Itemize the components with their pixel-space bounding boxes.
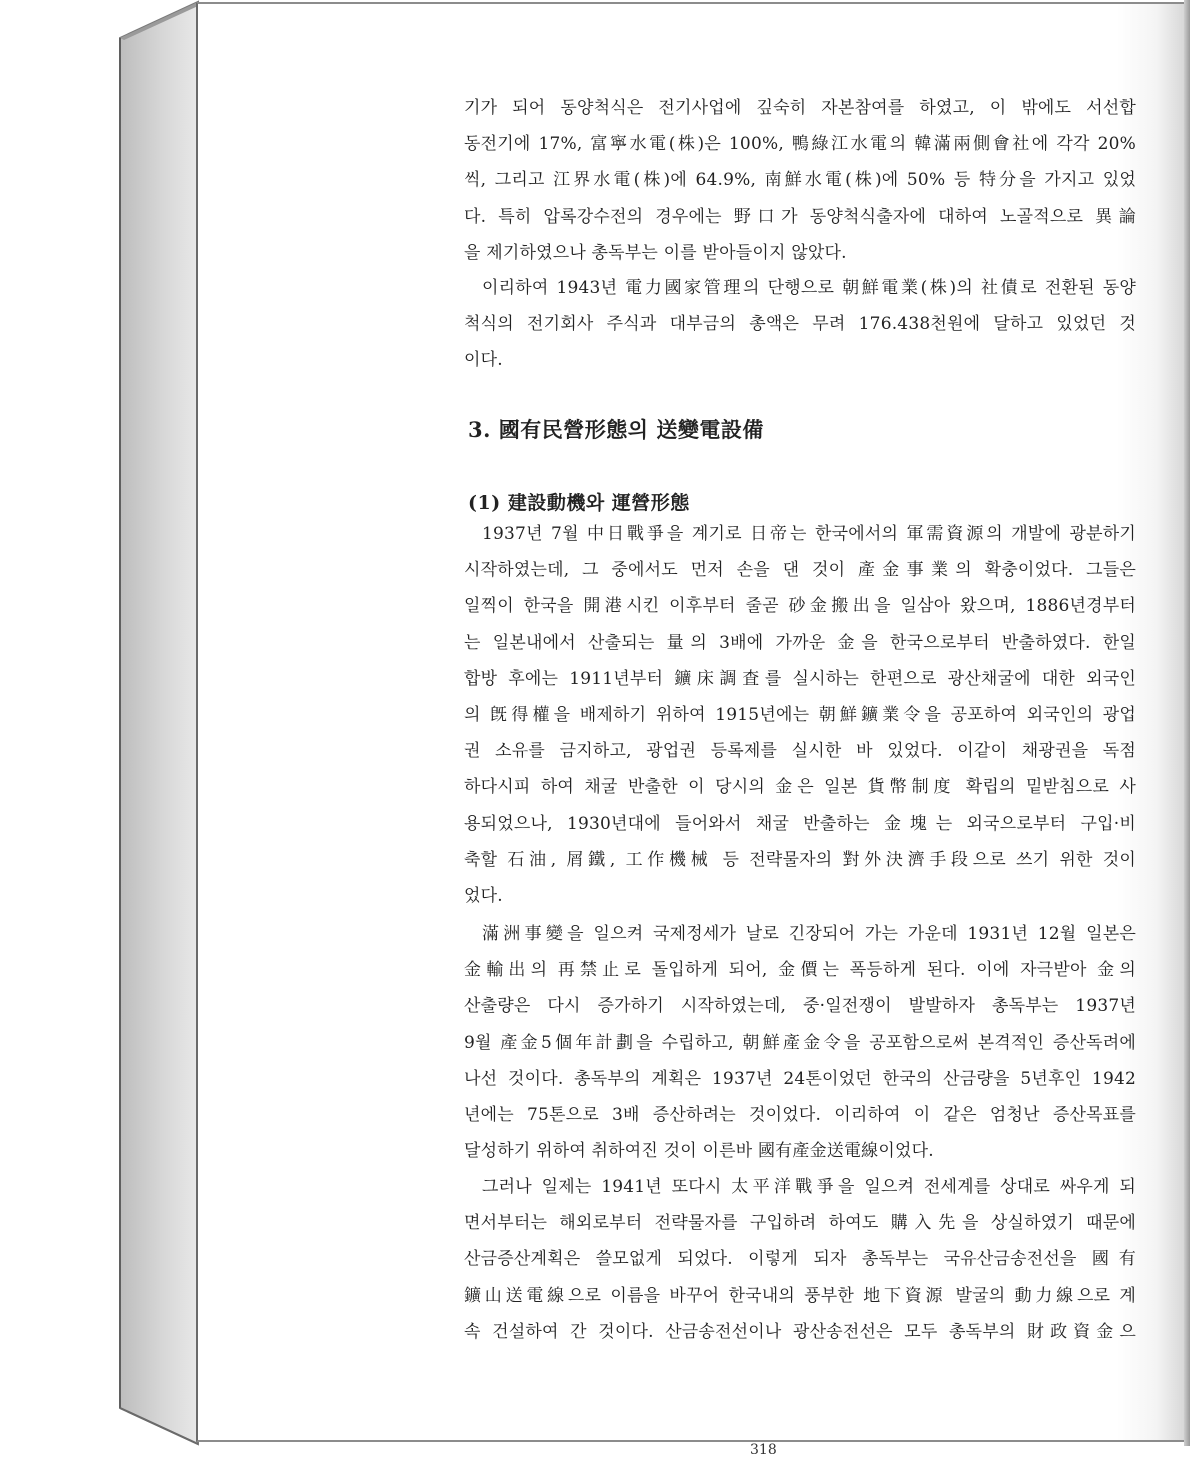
text-line: 속 건설하여 간 것이다. 산금송전선이나 광산송전선은 모두 총독부의 財政資金으 [464, 1321, 1136, 1342]
text-line: 이리하여 1943년 電力國家管理의 단행으로 朝鮮電業(株)의 社債로 전환된 동양 [482, 278, 1136, 298]
text-line: 씩, 그리고 江界水電(株)에 64.9%, 南鮮水電(株)에 50% 등 特分을 가지고 있었 [464, 170, 1136, 191]
text-line: 金輸出의 再禁止로 돌입하게 되어, 金價는 폭등하게 된다. 이에 자극받아 金의 [464, 960, 1136, 981]
text-line: 을 제기하였으나 총독부는 이를 받아들이지 않았다. [464, 242, 847, 263]
book-page [196, 2, 1186, 1458]
text-line: 일찍이 한국을 開港시킨 이후부터 줄곧 砂金搬出을 일삼아 왔으며, 1886년경부터 [464, 596, 1136, 617]
text-line: 달성하기 위하여 취하여진 것이 이른바 國有產金送電線이었다. [464, 1141, 934, 1162]
section-title: 3. 國有民營形態의 送變電設備 [468, 417, 764, 442]
text-line: 산금증산계획은 쓸모없게 되었다. 이렇게 되자 총독부는 국유산금송전선을 國有 [464, 1249, 1136, 1270]
page-number: 318 [750, 1442, 777, 1458]
text-line: 하다시피 하여 채굴 반출한 이 당시의 金은 일본 貨幣制度 확립의 밑받침으로 사 [464, 777, 1136, 798]
text-line: 용되었으나, 1930년대에 들어와서 채굴 반출하는 金塊는 외국으로부터 구입·비 [464, 813, 1136, 834]
text-line: 척식의 전기회사 주식과 대부금의 총액은 무려 176.438천원에 달하고 있었던 것 [464, 314, 1136, 335]
text-line: 그러나 일제는 1941년 또다시 太平洋戰爭을 일으켜 전세계를 상대로 싸우게 되 [482, 1177, 1136, 1197]
text-line: 산출량은 다시 증가하기 시작하였는데, 중·일전쟁이 발발하자 총독부는 1937년 [464, 996, 1136, 1017]
text-line: 滿洲事變을 일으켜 국제정세가 날로 긴장되어 가는 가운데 1931년 12월 일본은 [482, 924, 1136, 944]
text-line: 었다. [464, 886, 503, 907]
paragraph-1 [464, 90, 1136, 271]
text-line: 권 소유를 금지하고, 광업권 등록제를 실시한 바 있었다. 이같이 채광권을 독점 [464, 741, 1136, 762]
paragraph-3 [464, 516, 1136, 914]
text-line: 이다. [464, 350, 503, 371]
text-line: 면서부터는 해외로부터 전략물자를 구입하려 하여도 購入先을 상실하였기 때문에 [464, 1213, 1136, 1234]
subsection-title: (1) 建設動機와 運營形態 [468, 492, 690, 514]
text-line: 동전기에 17%, 富寧水電(株)은 100%, 鴨綠江水電의 韓滿兩側會社에 각각 20% [464, 134, 1136, 155]
text-line: 의 旣得權을 배제하기 위하여 1915년에는 朝鮮鑛業令을 공포하여 외국인의 광업 [464, 705, 1136, 726]
text-line: 鑛山送電線으로 이름을 바꾸어 한국내의 풍부한 地下資源 발굴의 動力線으로 계 [464, 1285, 1136, 1306]
text-line: 기가 되어 동양척식은 전기사업에 깊숙히 자본참여를 하였고, 이 밖에도 서선합 [464, 98, 1136, 118]
text-line: 9월 產金5個年計劃을 수립하고, 朝鮮產金令을 공포함으로써 본격적인 증산독려에 [464, 1032, 1136, 1053]
paragraph-4 [464, 916, 1136, 1169]
text-line: 는 일본내에서 산출되는 量의 3배에 가까운 金을 한국으로부터 반출하였다. 한일 [464, 632, 1136, 653]
text-line: 합방 후에는 1911년부터 鑛床調査를 실시하는 한편으로 광산채굴에 대한 외국인 [464, 668, 1136, 689]
text-line: 년에는 75톤으로 3배 증산하려는 것이었다. 이리하여 이 같은 엄청난 증산목표를 [464, 1105, 1136, 1126]
paragraph-2 [464, 270, 1136, 379]
text-line: 나선 것이다. 총독부의 계획은 1937년 24톤이었던 한국의 산금량을 5년후인 1942 [464, 1068, 1136, 1089]
paragraph-5 [464, 1169, 1136, 1350]
text-line: 다. 특히 압록강수전의 경우에는 野口가 동양척식출자에 대하여 노골적으로 異論 [464, 206, 1136, 227]
text-line: 시작하였는데, 그 중에서도 먼저 손을 댄 것이 產金事業의 확충이었다. 그들은 [464, 560, 1136, 581]
book-spine [0, 0, 200, 1446]
book-spine-shape [0, 0, 200, 1446]
text-line: 1937년 7월 中日戰爭을 계기로 日帝는 한국에서의 軍需資源의 개발에 광분하기 [482, 524, 1136, 544]
page-edge-shadow [1184, 0, 1190, 1446]
text-line: 축할 石油, 屑鐵, 工作機械 등 전략물자의 對外決濟手段으로 쓰기 위한 것이 [464, 849, 1136, 870]
